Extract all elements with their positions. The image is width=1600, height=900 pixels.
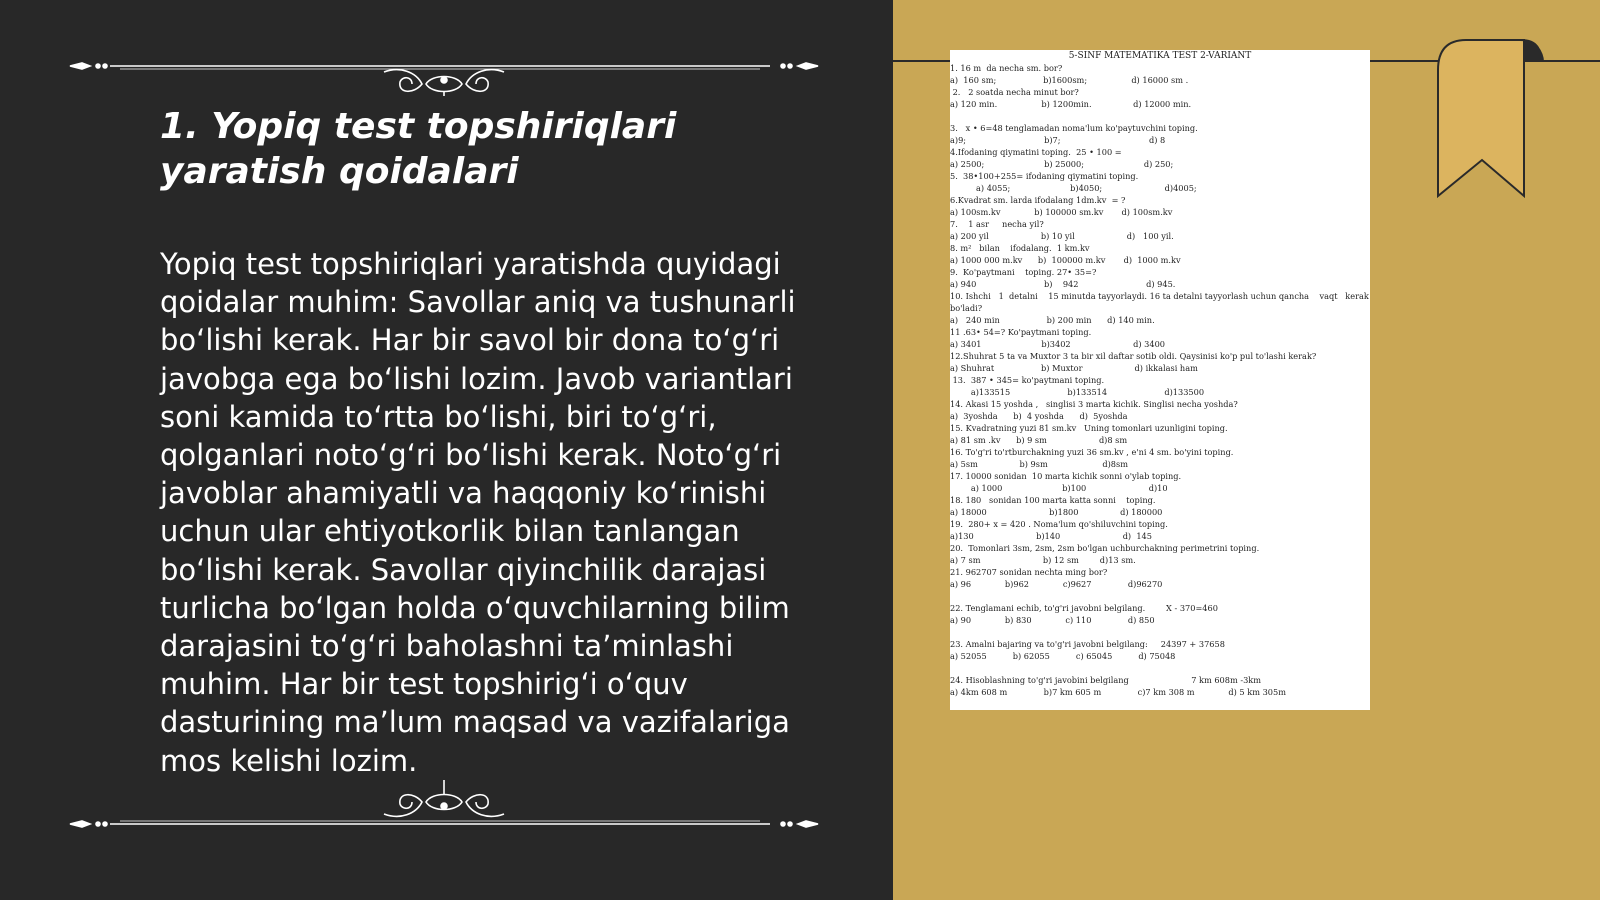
test-line: 16. To'g'ri to'rtburchakning yuzi 36 sm.kv , e'ni 4 sm. bo'yini toping. [950,447,1234,457]
test-question-list [950,62,1370,698]
test-line: a) 3401 b)3402 d) 3400 [950,339,1165,349]
test-line [950,626,1370,638]
test-line: a) 18000 b)1800 d) 180000 [950,507,1163,517]
bookmark-icon [1434,36,1544,200]
test-line: 14. Akasi 15 yoshda , singlisi 3 marta kichik. Singlisi necha yoshda? [950,399,1238,409]
test-line: a) 2500; b) 25000; d) 250; [950,159,1174,169]
top-ornament-divider [60,36,828,96]
test-line [950,590,1370,602]
test-line: 15. Kvadratning yuzi 81 sm.kv Uning tomonlari uzunligini toping. [950,423,1228,433]
math-test-image [950,50,1370,710]
test-line: 8. m² bilan ifodalang. 1 km.kv [950,243,1090,253]
test-line: a) 1000 b)100 d)10 [950,483,1168,493]
test-line: 6.Kvadrat sm. larda ifodalang 1dm.kv = ? [950,195,1126,205]
test-line: 20. Tomonlari 3sm, 2sm, 2sm bo'lgan uchburchakning perimetrini toping. [950,543,1260,553]
test-line: 5. 38•100+255= ifodaning qiymatini toping. [950,171,1139,181]
test-line: a) 200 yil b) 10 yil d) 100 yil. [950,231,1174,241]
test-line: a) 940 b) 942 d) 945. [950,279,1176,289]
slide-body-text: Yopiq test topshiriqlari yaratishda quyidagi qoidalar muhim: Savollar aniq va tushunarli boʻlishi kerak. Har bir savol bir dona toʻgʻri javobga ega boʻlishi lozim. Javob variantlari soni kamida toʻrtta boʻlishi, biri toʻgʻri, qolganlari notoʻgʻri boʻlishi kerak. Notoʻgʻri javoblar ahamiyatli va haqqoniy koʻrinishi uchun ular ehtiyotkorlik bilan tanlangan boʻlishi kerak. Savollar qiyinchilik darajasi turlicha boʻlgan holda oʻquvchilarning bilim darajasini toʻgʻri baholashni taʼminlashi muhim. Har bir test topshirigʻi oʻquv dasturining maʼlum maqsad va vazifalariga mos kelishi lozim. [160,247,796,778]
test-line: a)130 b)140 d) 145 [950,531,1152,541]
test-line: 2. 2 soatda necha minut bor? [950,87,1079,97]
test-line: 4.Ifodaning qiymatini toping. 25 • 100 = [950,147,1122,157]
test-line: a) 81 sm .kv b) 9 sm d)8 sm [950,435,1128,445]
bottom-ornament-divider [60,778,828,838]
test-line: a) 52055 b) 62055 c) 65045 d) 75048 [950,651,1176,661]
test-line: a) 4055; b)4050; d)4005; [950,183,1197,193]
test-line: a)9; b)7; d) 8 [950,135,1166,145]
test-line: 24. Hisoblashning to'g'ri javobini belgilang 7 km 608m -3km [950,675,1262,685]
test-line: a) 4km 608 m b)7 km 605 m c)7 km 308 m d) 5 km 305m [950,687,1286,697]
test-line: 10. Ishchi 1 detalni 15 minutda tayyorlaydi. 16 ta detalni tayyorlash uchun qancha vaqt kerak [950,291,1369,301]
test-line: 17. 10000 sonidan 10 marta kichik sonni o'ylab toping. [950,471,1182,481]
slide-title: 1. Yopiq test topshiriqlari yaratish qoidalari [160,106,677,192]
test-line: bo'ladi? [950,303,983,313]
test-line: 7. 1 asr necha yil? [950,219,1044,229]
test-line: a) 1000 000 m.kv b) 100000 m.kv d) 1000 m.kv [950,255,1181,265]
test-line: a) 90 b) 830 c) 110 d) 850 [950,615,1155,625]
test-line: a)133515 b)133514 d)133500 [950,387,1205,397]
test-line: 23. Amalni bajaring va to'g'ri javobni belgilang: 24397 + 37658 [950,639,1225,649]
test-line: 9. Ko'paytmani toping. 27• 35=? [950,267,1097,277]
test-line: 1. 16 m da necha sm. bor? [950,63,1063,73]
test-title: 5-SINF MATEMATIKA TEST 2-VARIANT [1068,51,1252,61]
test-line: 12.Shuhrat 5 ta va Muxtor 3 ta bir xil daftar sotib oldi. Qaysinisi ko'p pul to'lashi kerak? [950,351,1317,361]
test-line: a) 160 sm; b)1600sm; d) 16000 sm . [950,75,1189,85]
test-line: 19. 280+ x = 420 . Noma'lum qo'shiluvchini toping. [950,519,1168,529]
test-line: a) 96 b)962 c)9627 d)96270 [950,579,1163,589]
test-line: 18. 180 sonidan 100 marta katta sonni toping. [950,495,1156,505]
test-line: 11 .63• 54=? Ko'paytmani toping. [950,327,1092,337]
test-line [950,662,1370,674]
test-line: a) 100sm.kv b) 100000 sm.kv d) 100sm.kv [950,207,1173,217]
test-line: a) Shuhrat b) Muxtor d) ikkalasi ham [950,363,1198,373]
test-line: 22. Tenglamani echib, to'g'ri javobni belgilang. X - 370=460 [950,603,1218,613]
test-line: a) 7 sm b) 12 sm d)13 sm. [950,555,1136,565]
test-line [950,110,1370,122]
test-line: a) 120 min. b) 1200min. d) 12000 min. [950,99,1192,109]
test-line: 21. 962707 sonidan nechta ming bor? [950,567,1108,577]
test-line: a) 240 min b) 200 min d) 140 min. [950,315,1155,325]
test-line: 3. x • 6=48 tenglamadan noma'lum ko'paytuvchini toping. [950,123,1198,133]
test-line: 13. 387 • 345= ko'paytmani toping. [950,375,1105,385]
test-line: a) 5sm b) 9sm d)8sm [950,459,1128,469]
test-line: a) 3yoshda b) 4 yoshda d) 5yoshda [950,411,1128,421]
